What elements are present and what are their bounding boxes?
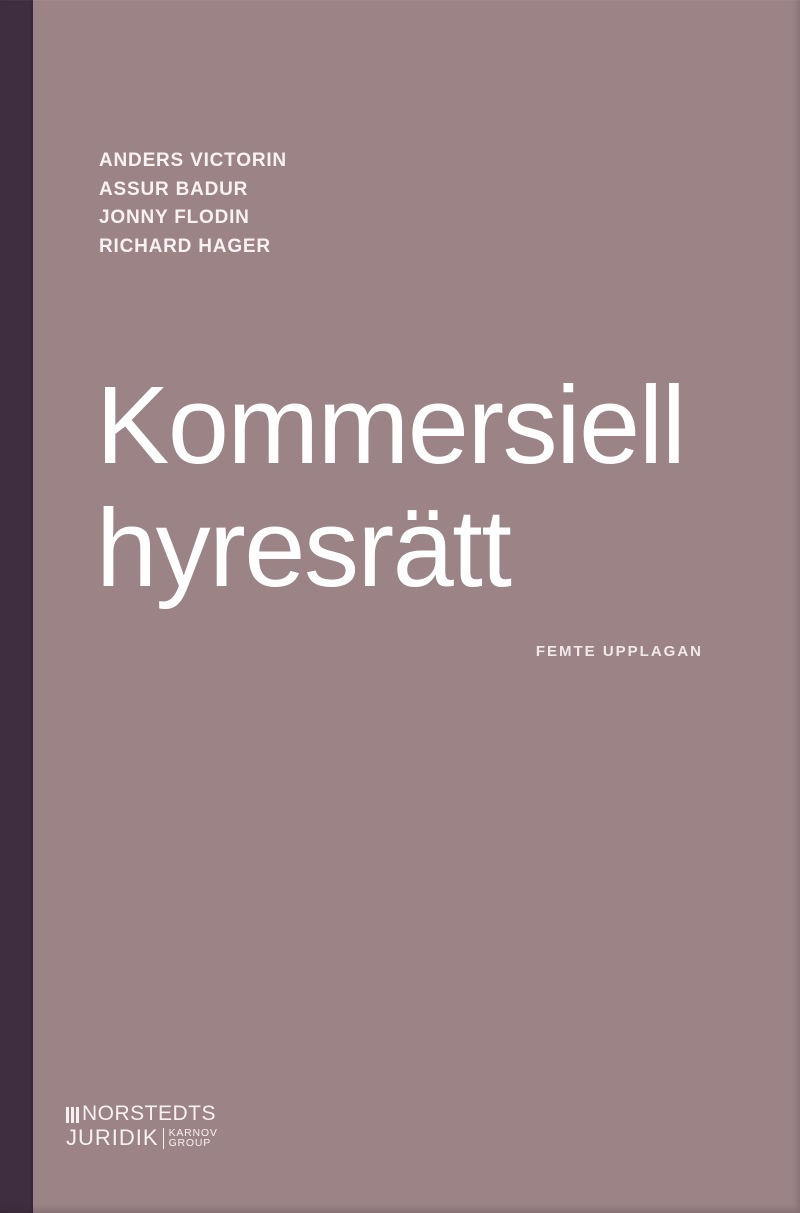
karnov-label: KARNOV bbox=[168, 1126, 218, 1139]
author-name: ASSUR BADUR bbox=[99, 178, 249, 200]
edition-label: FEMTE UPPLAGAN bbox=[535, 643, 703, 660]
author-name: RICHARD HAGER bbox=[99, 235, 271, 257]
book-title-line1: Kommersiell bbox=[96, 364, 685, 487]
publisher-name-juridik: JURIDIK bbox=[66, 1125, 159, 1150]
group-label: GROUP bbox=[168, 1137, 212, 1149]
author-name: JONNY FLODIN bbox=[99, 207, 250, 228]
publisher-logo bbox=[66, 1103, 218, 1150]
author-name: ANDERS VICTORIN bbox=[99, 150, 287, 171]
karnov-group-label bbox=[169, 1128, 218, 1149]
norstedts-bars-icon bbox=[66, 1107, 79, 1124]
book-title-line2: hyresrätt bbox=[96, 487, 511, 610]
logo-divider bbox=[163, 1128, 164, 1149]
book-title bbox=[96, 364, 685, 610]
publisher-name-norstedts: NORSTEDTS bbox=[82, 1102, 217, 1125]
book-spine bbox=[0, 0, 33, 1213]
author-list bbox=[99, 147, 287, 261]
